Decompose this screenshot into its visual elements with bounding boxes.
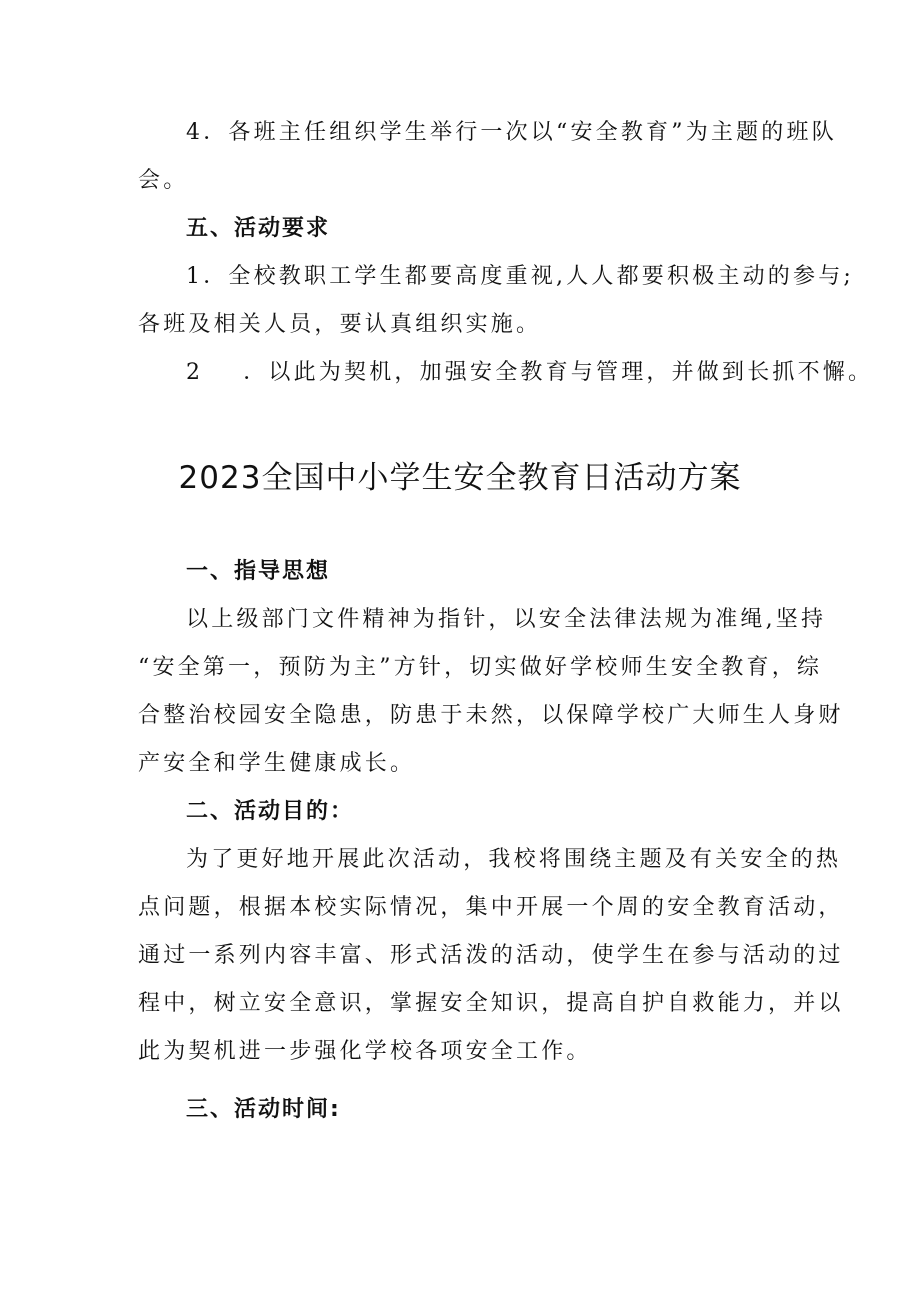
section-5-heading: 五、活动要求 — [186, 216, 331, 241]
part-2-heading: 二、活动目的： — [186, 799, 355, 824]
requirement-1-line-1: 1．全校教职工学生都要高度重视,人人都要积极主动的参与; — [186, 264, 855, 289]
part-2-line-3: 通过一系列内容丰富、形式活泼的活动，使学生在参与活动的过 — [138, 943, 844, 968]
part-1-line-4: 产安全和学生健康成长。 — [138, 751, 416, 776]
part-1-line-2: “安全第一，预防为主”方针，切实做好学校师生安全教育，综 — [138, 655, 823, 680]
part-2-line-2: 点问题，根据本校实际情况，集中开展一个周的安全教育活动， — [138, 895, 844, 920]
part-2-line-4: 程中，树立安全意识，掌握安全知识，提高自护自救能力，并以 — [138, 991, 844, 1016]
part-1-line-1: 以上级部门文件精神为指针，以安全法律法规为准绳,坚持 — [186, 607, 827, 632]
part-1-line-3: 合整治校园安全隐患，防患于未然，以保障学校广大师生人身财 — [138, 703, 844, 728]
item-4-line-1: 4．各班主任组织学生举行一次以“安全教育”为主题的班队 — [186, 120, 837, 145]
requirement-2-text: ．以此为契机，加强安全教育与管理，并做到长抓不懈。 — [243, 360, 874, 385]
item-4-line-2: 会。 — [138, 168, 189, 193]
part-2-line-1: 为了更好地开展此次活动，我校将围绕主题及有关安全的热 — [186, 847, 842, 872]
requirement-1-line-2: 各班及相关人员，要认真组织实施。 — [138, 312, 542, 337]
document-title: 2023全国中小学生安全教育日活动方案 — [178, 460, 742, 496]
requirement-2 — [186, 358, 874, 388]
part-3-heading: 三、活动时间: — [186, 1097, 341, 1122]
requirement-2-number: 2 — [186, 360, 204, 385]
part-1-heading: 一、指导思想 — [186, 559, 331, 584]
part-2-line-5: 此为契机进一步强化学校各项安全工作。 — [138, 1039, 592, 1064]
